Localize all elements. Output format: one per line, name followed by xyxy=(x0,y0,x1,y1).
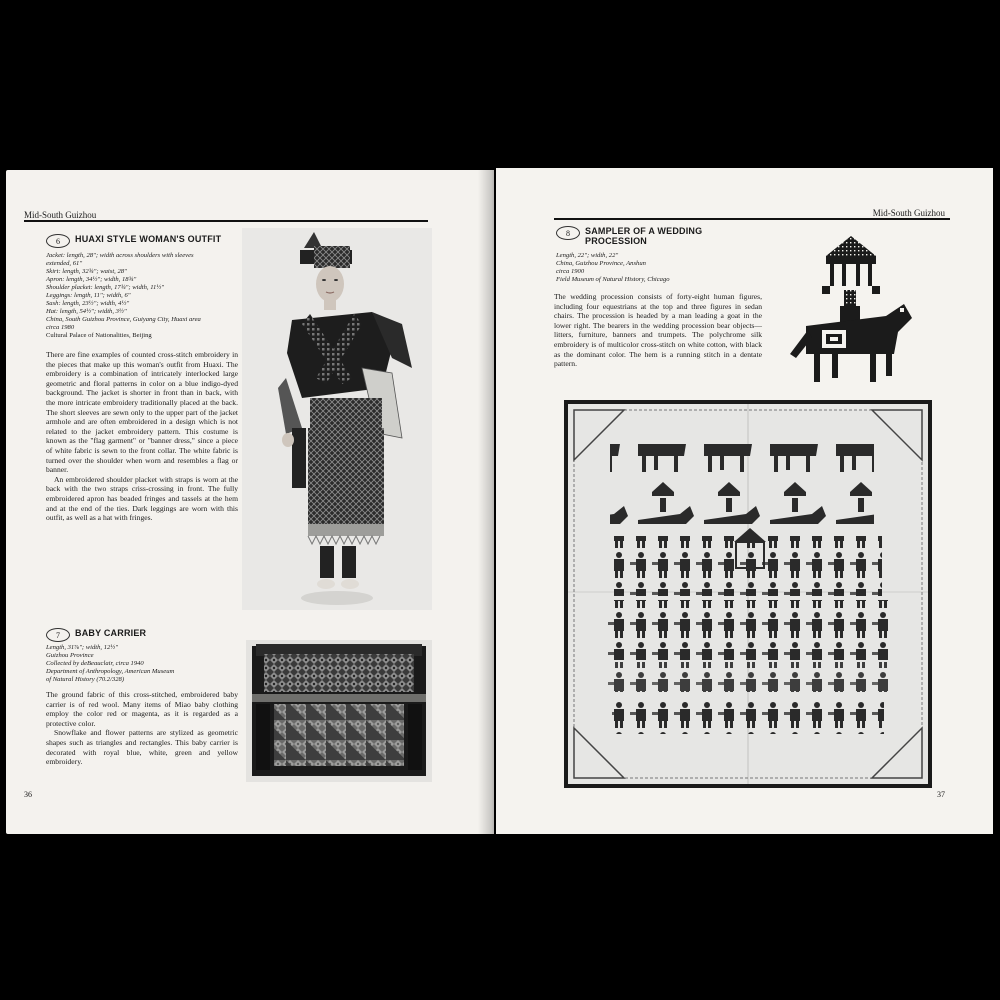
page-number: 36 xyxy=(24,790,32,799)
entry-title: HUAXI STYLE WOMAN'S OUTFIT xyxy=(75,234,222,244)
entry-owner: Cultural Palace of Nationalities, Beijing xyxy=(46,332,152,339)
entry-number-badge: 8 xyxy=(556,226,580,240)
sampler-illustration xyxy=(564,400,932,788)
entry-number-badge: 6 xyxy=(46,234,70,248)
header-rule xyxy=(554,218,950,220)
running-head: Mid-South Guizhou xyxy=(872,208,945,218)
baby-carrier-photo xyxy=(246,640,432,782)
woman-outfit-photo xyxy=(242,228,432,610)
equestrian-motif xyxy=(786,234,916,394)
header-rule xyxy=(24,220,428,222)
entry-heading-6 xyxy=(46,234,221,248)
wedding-sampler-photo xyxy=(564,400,932,788)
entry-heading-7 xyxy=(46,628,146,642)
page-number: 37 xyxy=(937,790,945,799)
horse-rider-icon xyxy=(786,234,916,394)
entry-heading-8 xyxy=(556,226,702,246)
entry-title: SAMPLER OF A WEDDING PROCESSION xyxy=(585,226,703,246)
right-page xyxy=(496,168,993,834)
running-head: Mid-South Guizhou xyxy=(24,210,97,220)
entry-specs-6: Jacket: length, 28"; width across shoulders with sleeves extended, 61" Skirt: length, 32¾"; waist, 28" Apron: length, 34½"; width, 18¾" Shoulder placket: length, 17¾"; width, 11½" Leggings: length, 11"; width, 6" Sash: length, 23½"; width, 4½" Hat: length, 54½"; width, 3½" China, South Guizhou Province, Guiyang City, Huaxi area circa 1980 Cultural Palace of Nationalities, Beijing xyxy=(46,252,241,340)
entry-specs-8: Length, 22"; width, 22" China, Guizhou Province, Anshun circa 1900 Field Museum of Natural History, Chicago xyxy=(556,252,670,283)
baby-carrier-illustration xyxy=(246,640,432,782)
entry-title: BABY CARRIER xyxy=(75,628,147,638)
entry-body-8: The wedding procession consists of forty-eight human figures, including four equestrians at the top and three figures in sedan chairs. The procession is headed by a man leading a goat in the lower right. The bearers in the wedding procession bear objects—litters, furniture, banners and trumpets. The polychrome silk embroidery is of multicolor cross-stitch on white cotton, with black as the dominant color. The hem is a running stitch in a dentate pattern. xyxy=(554,292,762,369)
entry-body-6: There are fine examples of counted cross-stitch embroidery in the pieces that make up this woman's outfit from Huaxi. The embroidery is a combination of intricately interlocked large geometric and floral patterns in color on a blue indigo-dyed background. The jacket is shorter in front than in back, with the more intricate embroidery traditionally placed at the back. The short sleeves are sewn only to the upper part of the jacket armhole and are often embroidered in a design which is not related to the jacket embroidery pattern. This costume is known as the "flag garment" or "banner dress," since a piece of white fabric is sewn to the front collar. The white fabric is turned over the shoulder when worn and resembles a flag or banner. An embroidered shoulder placket with straps is worn at the back with the two straps criss-crossing in front. The fully embroidered apron has beaded fringes and tassels at the hem and at the end of the ties. Dark leggings are worn with this outfit, as well as a hat with fringes. xyxy=(46,350,238,523)
mannequin-illustration xyxy=(242,228,432,610)
entry-body-7: The ground fabric of this cross-stitched, embroidered baby carrier is of red wool. Many items of Miao baby clothing employ the color red or magenta, as it is regarded as a protective color. Snowflake and flower patterns are stylized as geometric shapes such as triangles and rectangles. This baby carrier is decorated with royal blue, white, green and yellow embroidery. xyxy=(46,690,238,767)
left-page xyxy=(6,170,494,834)
entry-specs-7: Length, 31⅞"; width, 12½" Guizhou Province Collected by deBeauclair, circa 1940 Department of Anthropology, American Museum of Natural History (70.2/328) xyxy=(46,644,175,683)
entry-number-badge: 7 xyxy=(46,628,70,642)
